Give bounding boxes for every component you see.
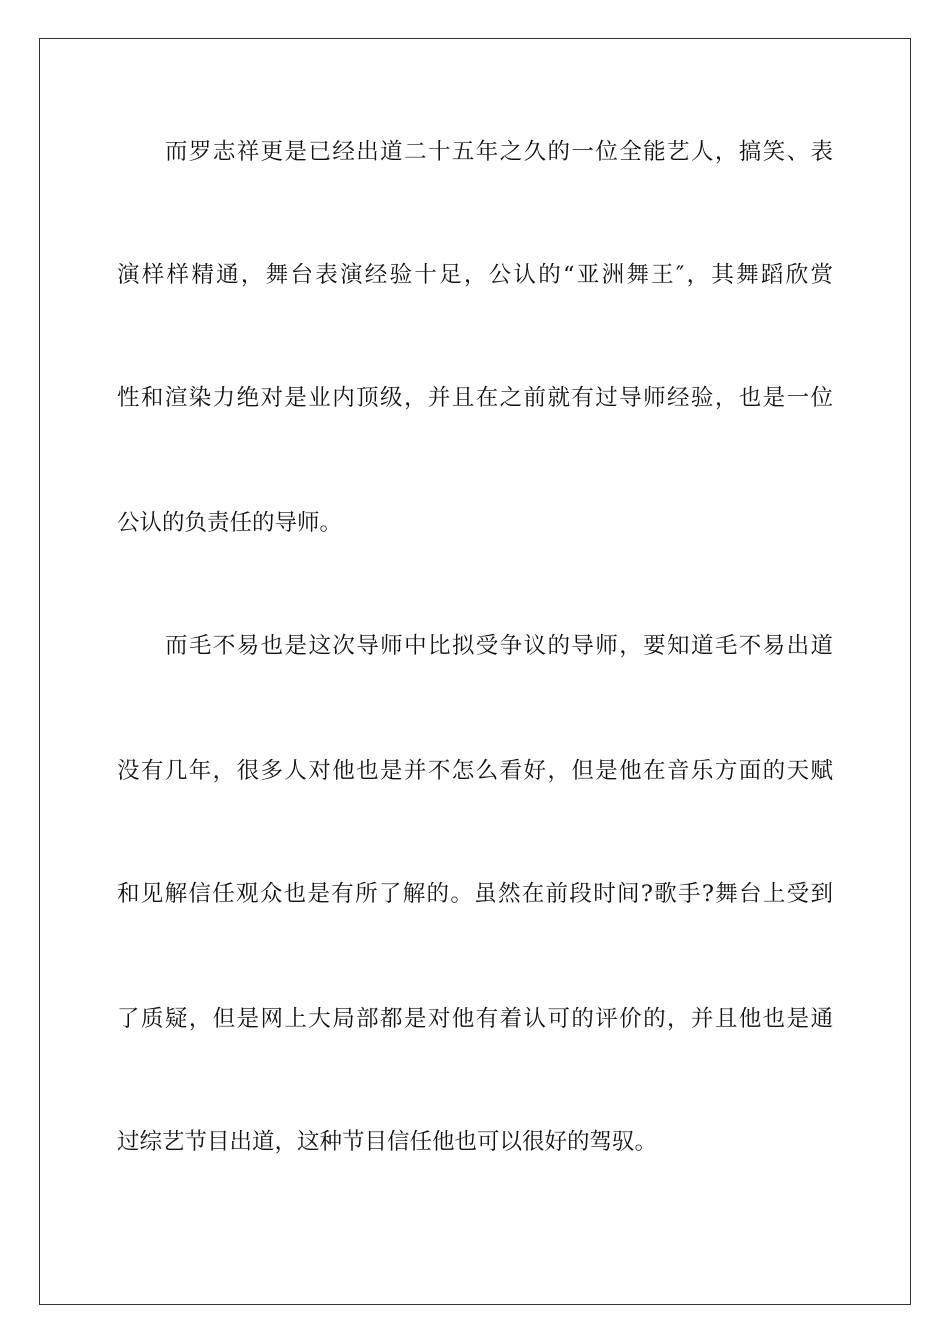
paragraph-1-line-2: 演样样精通，舞台表演经验十足，公认的“亚洲舞王″，其舞蹈欣赏 — [117, 262, 833, 288]
paragraph-2-line-5: 过综艺节目出道，这种节目信任他也可以很好的驾驭。 — [117, 1129, 658, 1155]
paragraph-2-line-1: 而毛不易也是这次导师中比拟受争议的导师，要知道毛不易出道 — [165, 633, 833, 659]
paragraph-2-line-4: 了质疑，但是网上大局部都是对他有着认可的评价的，并且他也是通 — [117, 1006, 833, 1032]
paragraph-1-line-4: 公认的负责任的导师。 — [117, 510, 343, 536]
paragraph-1-line-3: 性和渲染力绝对是业内顶级，并且在之前就有过导师经验，也是一位 — [117, 385, 833, 411]
paragraph-1-line-1: 而罗志祥更是已经出道二十五年之久的一位全能艺人，搞笑、表 — [165, 139, 833, 165]
page-border — [39, 38, 911, 1305]
paragraph-2-line-3: 和见解信任观众也是有所了解的。虽然在前段时间?歌手?舞台上受到 — [117, 881, 833, 907]
paragraph-2-line-2: 没有几年，很多人对他也是并不怎么看好，但是他在音乐方面的天赋 — [117, 758, 833, 784]
